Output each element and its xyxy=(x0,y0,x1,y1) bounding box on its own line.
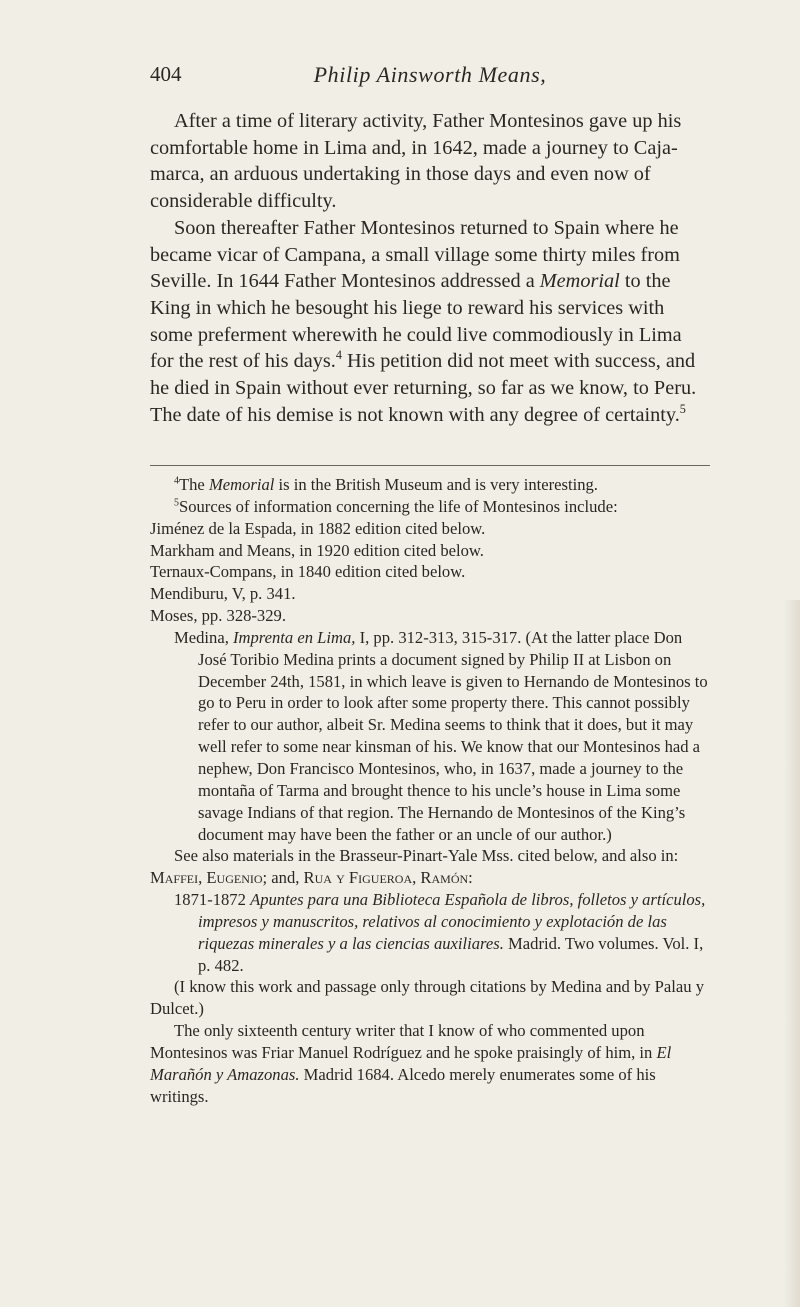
title-italic: Memorial xyxy=(539,270,620,293)
footnote-5 xyxy=(150,496,710,518)
text-run: to the King in which he besought his liege to reward his services with some preferment wherewith he could live commodiously in Lima for the rest of his days. xyxy=(150,270,682,373)
text-run: Sources of information concerning the life of Montesinos include: xyxy=(178,496,618,516)
text-run: The xyxy=(178,475,209,494)
source-item: Markham and Means, in 1920 edition cited below. xyxy=(150,540,484,560)
paragraph xyxy=(150,215,710,429)
author-name: Maffei, Eugenio xyxy=(150,868,263,888)
text-run: Madrid 1684. Alcedo merely enumerates some of his writings. xyxy=(150,1064,656,1106)
footnote-ref: 5 xyxy=(679,401,686,416)
page-header xyxy=(150,62,710,92)
text-run: The only sixteenth century writer that I know of who commented upon Montesinos was Friar Manuel Rodríguez and he spoke praisingly of him, in xyxy=(150,1021,657,1062)
title-italic: Memorial xyxy=(208,475,275,494)
footnotes xyxy=(150,474,710,1107)
main-text xyxy=(150,108,710,428)
text-run: ; and, xyxy=(262,868,304,888)
know-note: (I know this work and passage only through citations by Medina and by Palau y Dulcet.) xyxy=(150,977,704,1019)
text-run: I, pp. 312-313, 315-317. (At the latter place Don José Toribio Medina prints a document signed by Philip II at Lisbon on December 24th, 1581, in which leave is given to Hernando de Montesinos to go to Peru in order to look after some property there. This cannot possibly refer to our author, albeit Sr. Medina seems to think that it does, but it may well refer to some near kinsman of his. We know that our Montesinos had a nephew, Don Francisco Montesinos, who, in 1637, made a journey to the montaña of Tarma and brought thence to his uncle’s house in Lima some savage Indians of that region. The Hernando de Montesinos of the King’s document may have been the father or an uncle of our author.) xyxy=(198,627,708,844)
footnote-mark: 5 xyxy=(174,497,179,509)
source-item-medina xyxy=(150,627,710,845)
footnote-mark: 4 xyxy=(174,475,179,487)
source-item: Ternaux-Compans, in 1840 edition cited below. xyxy=(150,562,466,582)
title-italic: Apuntes para una Biblioteca Española de libros, folletos y artículos, impresos y manuscritos, relativos al conocimiento y explotación de las riquezas minerales y a las ciencias auxiliares. xyxy=(198,890,706,953)
text-run: Medina, xyxy=(174,627,233,647)
paragraph: After a time of literary activity, Father Montesinos gave up his comfortable home in Lima and, in 1642, made a journey to Caja-marca, an arduous undertaking in those days and even now of considerable difficulty. xyxy=(150,110,682,213)
running-head: Philip Ainsworth Means, xyxy=(313,62,547,87)
text-run: Madrid. Two volumes. Vol. I, p. 482. xyxy=(198,933,704,975)
authors-line xyxy=(150,867,710,889)
year: 1871-1872 xyxy=(174,890,251,910)
see-also: See also materials in the Brasseur-Pinart-Yale Mss. cited below, and also in: xyxy=(174,846,679,866)
text-run: Soon thereafter Father Montesinos returned to Spain where he became vicar of Campana, a small village some thirty miles from Seville. In 1644 Father Montesinos addressed a xyxy=(150,216,680,293)
last-note xyxy=(150,1020,710,1107)
title-italic: El Marañón y Amazonas. xyxy=(150,1042,672,1084)
source-item: Mendiburu, V, p. 341. xyxy=(150,584,296,604)
text-run: is in the British Museum and is very interesting. xyxy=(274,475,598,494)
author-name: Rua y Figueroa, Ramón xyxy=(303,868,469,888)
source-item: Jiménez de la Espada, in 1882 edition cited below. xyxy=(150,518,486,538)
footnote-rule xyxy=(150,465,710,466)
apuntes-entry xyxy=(150,889,710,976)
page-number: 404 xyxy=(150,62,182,86)
source-item: Moses, pp. 328-329. xyxy=(150,606,286,626)
footnote-4 xyxy=(150,474,710,496)
text-run: His petition did not meet with success, and he died in Spain without ever returning, so far as we know, to Peru. The date of his demise is not known with any degree of certainty. xyxy=(150,350,697,426)
page-edge-shadow xyxy=(784,600,800,1307)
text-run: : xyxy=(468,868,473,888)
footnote-ref: 4 xyxy=(335,348,342,363)
title-italic: Imprenta en Lima, xyxy=(233,627,356,647)
